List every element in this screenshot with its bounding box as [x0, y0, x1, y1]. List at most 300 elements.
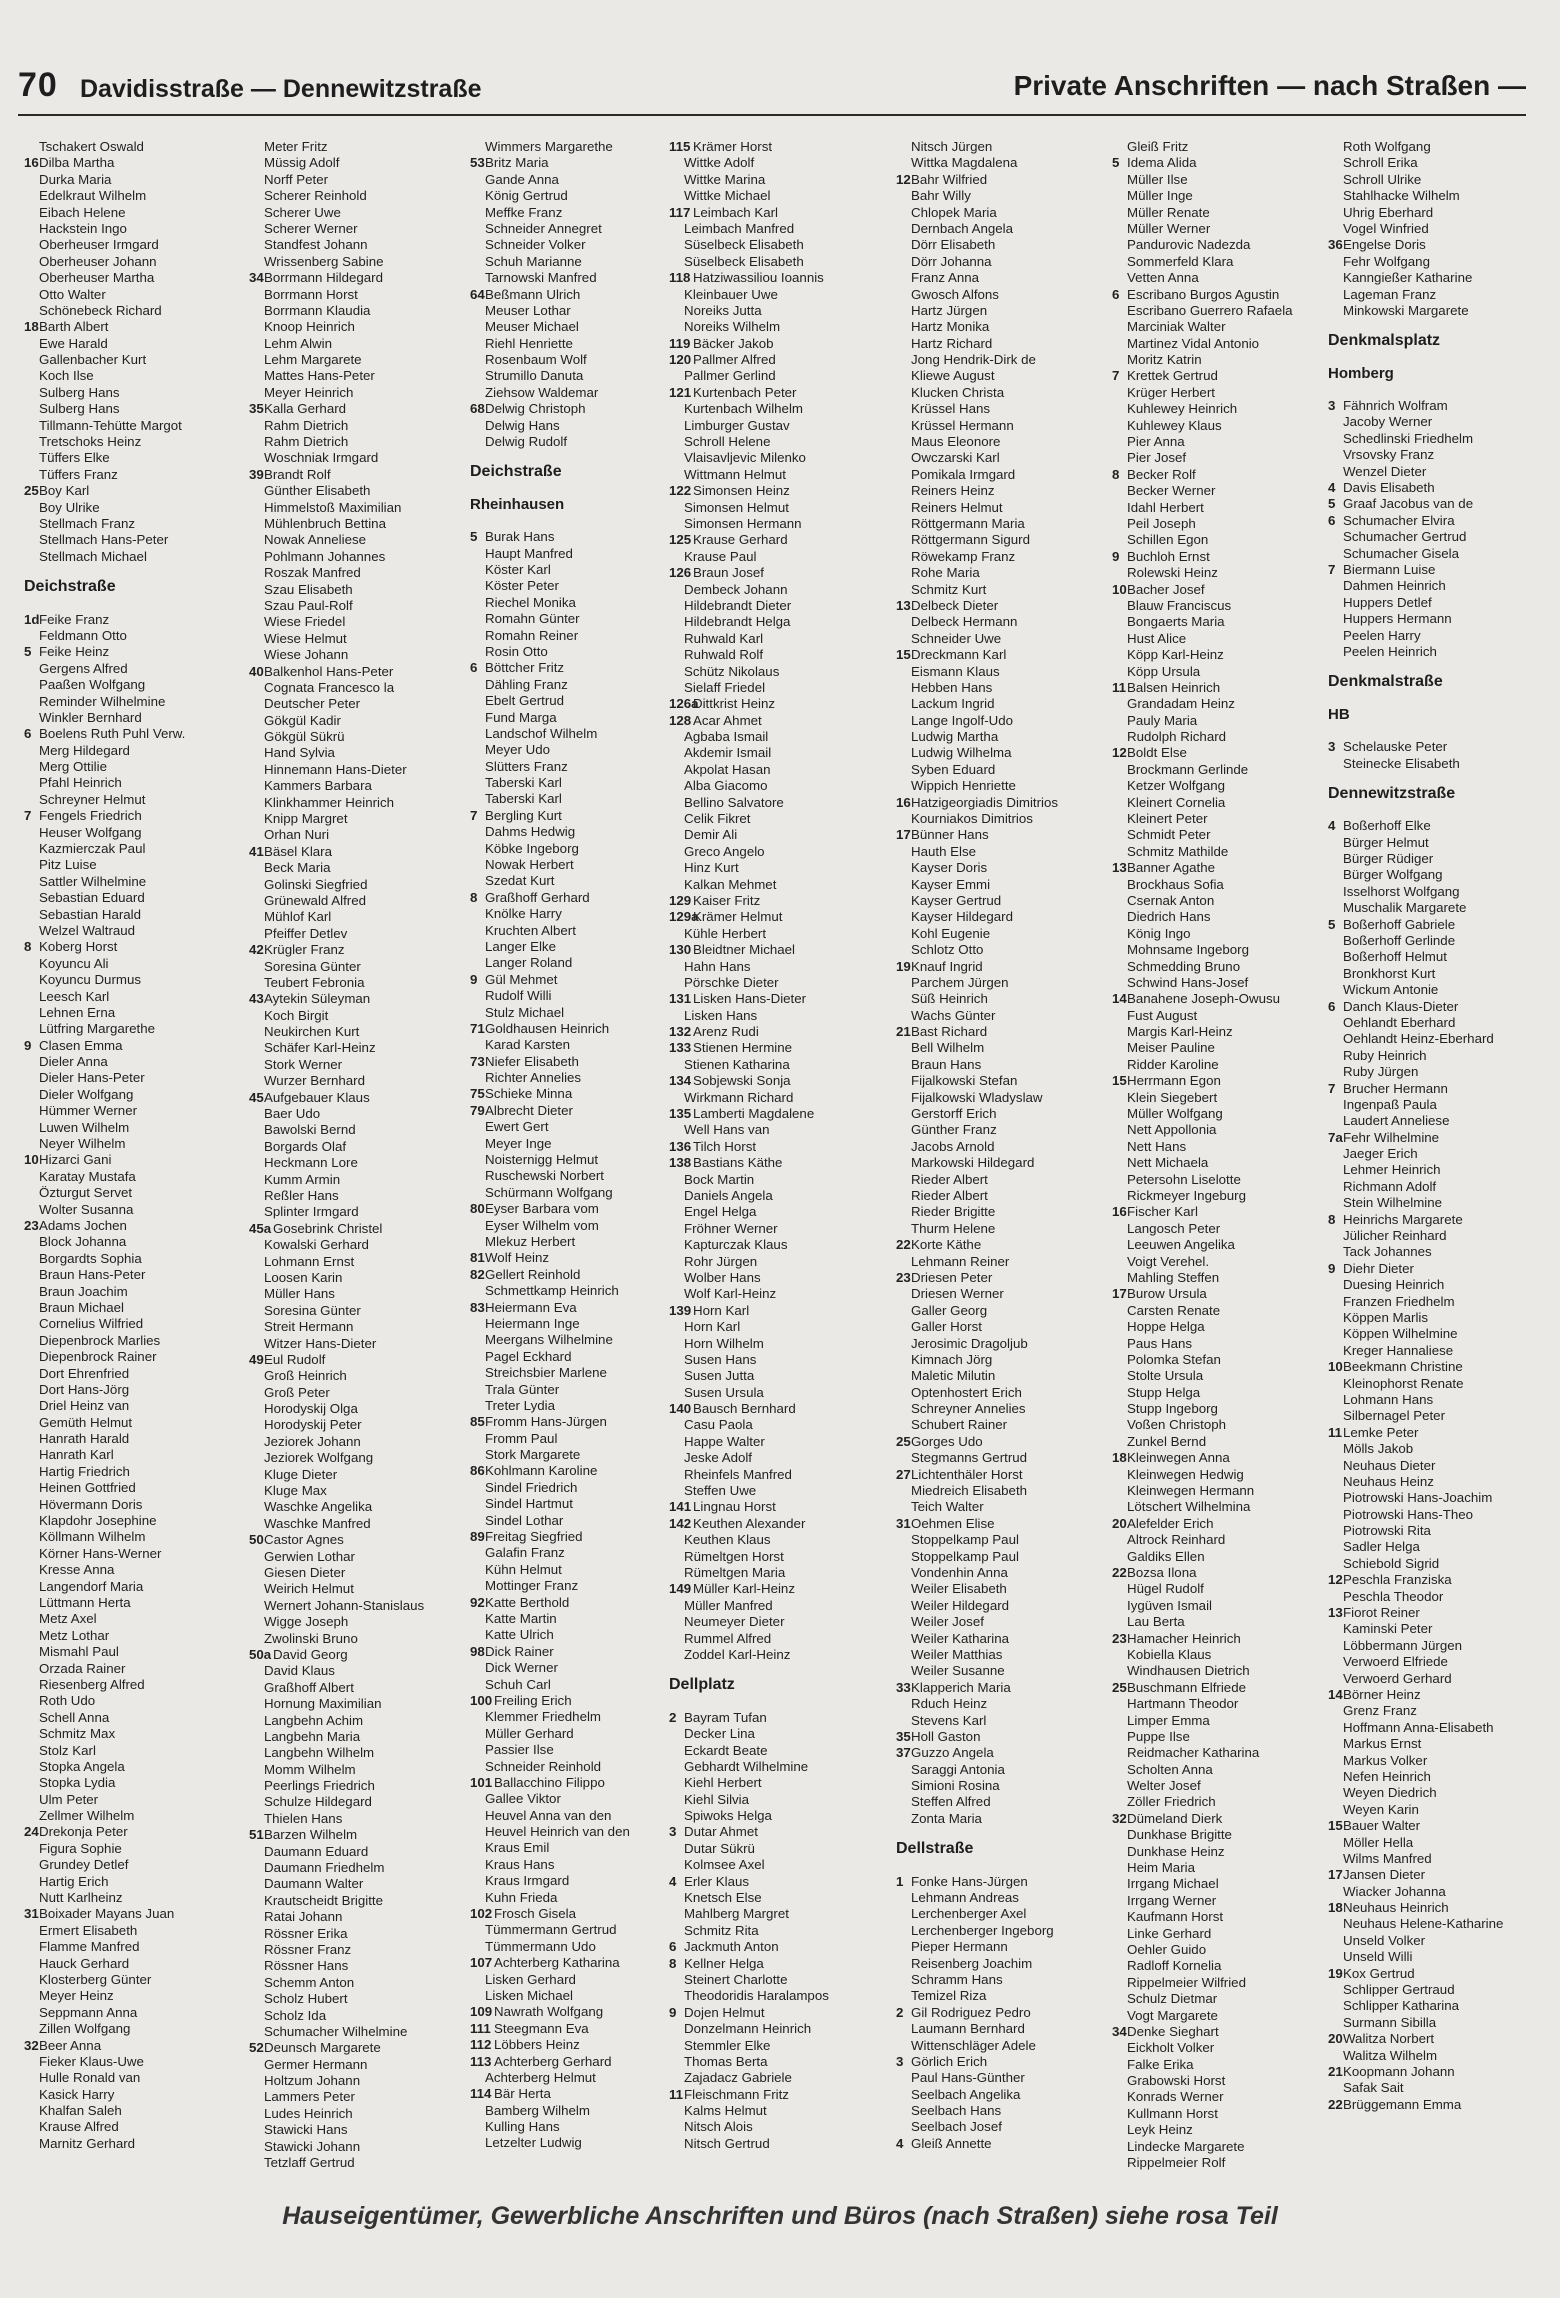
- directory-entry: [470, 611, 694, 627]
- resident-name: Moritz Katrin: [1127, 352, 1202, 368]
- resident-name: Bellino Salvatore: [684, 794, 784, 810]
- house-number: 31: [24, 1906, 39, 1922]
- directory-entry: [896, 1188, 1120, 1204]
- resident-name: Ruschewski Norbert: [485, 1168, 604, 1184]
- resident-name: Bahr Willy: [911, 188, 971, 204]
- directory-entry: [249, 1090, 473, 1106]
- resident-name: Tack Johannes: [1343, 1244, 1432, 1260]
- street-heading: Denkmalsplatz: [1328, 332, 1441, 350]
- resident-name: Köppen Marlis: [1343, 1310, 1428, 1325]
- resident-name: Bastians Käthe: [693, 1155, 783, 1171]
- directory-entry: [249, 680, 473, 696]
- resident-name: Leyk Heinz: [1127, 2122, 1193, 2138]
- directory-entry: [249, 516, 473, 532]
- directory-entry: [470, 1972, 694, 1988]
- resident-name: Bäcker Jakob: [693, 335, 774, 351]
- resident-name: Pieper Hermann: [911, 1939, 1008, 1955]
- directory-entry: [470, 2070, 694, 2086]
- directory-entry: [896, 1336, 1120, 1352]
- directory-entry: [470, 1693, 694, 1709]
- house-number: 13: [1328, 1605, 1343, 1621]
- resident-name: Köllmann Wilhelm: [39, 1529, 146, 1545]
- directory-entry: [669, 188, 893, 204]
- directory-entry: [896, 516, 1120, 532]
- resident-name: Neuhaus Heinrich: [1343, 1900, 1449, 1916]
- directory-entry: [669, 1857, 893, 1873]
- resident-name: Neyer Wilhelm: [39, 1136, 126, 1152]
- directory-entry: [669, 1385, 893, 1401]
- resident-name: Adams Jochen: [39, 1218, 127, 1233]
- resident-name: Gallenbacher Kurt: [39, 352, 147, 368]
- resident-name: Landschof Wilhelm: [485, 725, 598, 741]
- resident-name: Gil Rodriguez Pedro: [911, 2004, 1031, 2020]
- house-number: 133: [669, 1040, 692, 1056]
- house-number: 18: [1112, 1450, 1127, 1466]
- house-number: 5: [1112, 155, 1120, 171]
- directory-entry: [1328, 237, 1552, 253]
- resident-name: Gökgül Kadir: [264, 712, 341, 728]
- resident-name: Mottinger Franz: [485, 1578, 579, 1594]
- directory-entry: [896, 762, 1120, 778]
- directory-entry: [669, 2038, 893, 2054]
- house-number: 130: [669, 942, 692, 958]
- directory-entry: [669, 336, 893, 352]
- resident-name: Gorges Udo: [911, 1433, 983, 1449]
- directory-entry: [896, 745, 1120, 761]
- resident-name: Löbbermann Jürgen: [1343, 1637, 1463, 1653]
- directory-entry: [1112, 418, 1336, 434]
- directory-entry: [1112, 2057, 1336, 2073]
- directory-entry: [1112, 385, 1336, 401]
- directory-entry: [249, 221, 473, 237]
- directory-entry: [249, 500, 473, 516]
- resident-name: Pallmer Alfred: [693, 352, 776, 368]
- resident-name: Ballacchino Filippo: [494, 1774, 605, 1790]
- resident-name: Rickmeyer Ingeburg: [1127, 1188, 1246, 1203]
- house-number: 8: [1112, 466, 1120, 482]
- resident-name: Nowak Herbert: [485, 857, 574, 873]
- resident-name: Müller Manfred: [684, 1597, 773, 1613]
- directory-entry: [249, 1729, 473, 1745]
- resident-name: Acar Ahmet: [693, 712, 762, 728]
- resident-name: Kühn Helmut: [485, 1561, 562, 1577]
- directory-entry: [669, 368, 893, 384]
- resident-name: Bahr Wilfried: [911, 171, 988, 187]
- directory-entry: [470, 1644, 694, 1660]
- directory-entry: [24, 1841, 248, 1857]
- resident-name: Kullmann Horst: [1127, 2105, 1218, 2121]
- directory-entry: [249, 795, 473, 811]
- resident-name: Kraus Irmgard: [485, 1873, 570, 1889]
- resident-name: Freitag Siegfried: [485, 1529, 583, 1545]
- resident-name: Katte Martin: [485, 1610, 557, 1626]
- resident-name: Bozsa Ilona: [1127, 1564, 1197, 1580]
- directory-entry: [1328, 414, 1552, 430]
- directory-entry: [470, 270, 694, 286]
- resident-name: Waschke Manfred: [264, 1515, 371, 1531]
- directory-entry: [1112, 1303, 1336, 1319]
- resident-name: Hamacher Heinrich: [1127, 1630, 1241, 1646]
- directory-entry: [669, 1631, 893, 1647]
- directory-entry: [896, 1549, 1120, 1565]
- resident-name: Heuser Wolfgang: [39, 824, 142, 840]
- resident-name: Fonke Hans-Jürgen: [911, 1873, 1028, 1889]
- house-number: 11: [1328, 1424, 1343, 1440]
- directory-entry: [896, 2038, 1120, 2054]
- resident-name: Iygüven Ismail: [1127, 1597, 1212, 1613]
- directory-entry: [24, 907, 248, 923]
- resident-name: Ruby Jürgen: [1343, 1064, 1419, 1080]
- resident-name: Tüffers Franz: [39, 466, 118, 482]
- resident-name: Gande Anna: [485, 171, 559, 187]
- resident-name: Müller Ilse: [1127, 171, 1188, 187]
- directory-entry: [24, 450, 248, 466]
- directory-entry: [24, 500, 248, 516]
- resident-name: Becker Werner: [1127, 483, 1216, 499]
- directory-entry: [669, 1532, 893, 1548]
- directory-entry: [896, 1319, 1120, 1335]
- directory-entry: [1328, 2097, 1552, 2113]
- resident-name: Pfeiffer Detlev: [264, 925, 348, 941]
- resident-name: Leesch Karl: [39, 988, 110, 1004]
- resident-name: Kleinwegen Hermann: [1127, 1483, 1255, 1499]
- house-number: 86: [470, 1463, 485, 1479]
- directory-entry: [1112, 1090, 1336, 1106]
- resident-name: Walitza Norbert: [1343, 2031, 1435, 2047]
- directory-entry: [1112, 729, 1336, 745]
- resident-name: Braun Josef: [693, 565, 764, 581]
- house-number: 34: [249, 270, 264, 286]
- directory-entry: [669, 155, 893, 171]
- resident-name: Akdemir Ismail: [684, 745, 772, 761]
- directory-entry: [24, 1169, 248, 1185]
- resident-name: Schneider Annegret: [485, 220, 602, 236]
- resident-name: Boelens Ruth Puhl Verw.: [39, 726, 186, 742]
- street-heading: Denkmalstraße: [1328, 673, 1443, 691]
- resident-name: Rahm Dietrich: [264, 417, 349, 433]
- directory-entry: [249, 1827, 473, 1843]
- resident-name: Langbehn Wilhelm: [264, 1745, 375, 1761]
- resident-name: Chlopek Maria: [911, 204, 997, 220]
- resident-name: Galler Horst: [911, 1319, 982, 1335]
- directory-entry: [24, 1054, 248, 1070]
- resident-name: Rümeltgen Maria: [684, 1564, 786, 1580]
- house-number: 4: [1328, 480, 1336, 496]
- resident-name: Rheinfels Manfred: [684, 1466, 792, 1482]
- resident-name: Grabowski Horst: [1127, 2073, 1226, 2089]
- directory-entry: [669, 1122, 893, 1138]
- directory-entry: [249, 2008, 473, 2024]
- directory-entry: [896, 1631, 1120, 1647]
- directory-entry: [1328, 205, 1552, 221]
- resident-name: Germer Hermann: [264, 2056, 368, 2072]
- resident-name: Ewe Harald: [39, 335, 108, 351]
- resident-name: Bell Wilhelm: [911, 1040, 985, 1056]
- directory-entry: [1112, 926, 1336, 942]
- directory-entry: [1112, 368, 1336, 384]
- directory-entry: [896, 942, 1120, 958]
- resident-name: Dutar Ahmet: [684, 1824, 758, 1840]
- resident-name: Müller Karl-Heinz: [693, 1581, 795, 1597]
- directory-entry: [470, 303, 694, 319]
- resident-name: Oehmen Elise: [911, 1515, 995, 1531]
- resident-name: Delwig Christoph: [485, 401, 586, 417]
- directory-entry: [669, 664, 893, 680]
- resident-name: Rössner Franz: [264, 1941, 352, 1957]
- resident-name: Groß Heinrich: [264, 1368, 347, 1384]
- directory-entry: [249, 352, 473, 368]
- directory-entry: [249, 155, 473, 171]
- directory-entry: [249, 991, 473, 1007]
- directory-entry: [24, 188, 248, 204]
- directory-entry: [896, 1385, 1120, 1401]
- directory-entry: [896, 975, 1120, 991]
- resident-name: Hoppe Helga: [1127, 1319, 1205, 1335]
- resident-name: Karad Karsten: [485, 1037, 571, 1053]
- directory-entry: [1112, 254, 1336, 270]
- house-number: 122: [669, 483, 692, 499]
- house-number: 19: [1328, 1965, 1343, 1981]
- directory-entry: [24, 841, 248, 857]
- directory-entry: [24, 434, 248, 450]
- house-number: 7: [1112, 368, 1120, 384]
- resident-name: Mühlof Karl: [264, 909, 332, 925]
- resident-name: Ruhwald Karl: [684, 630, 764, 646]
- house-number: 41: [249, 843, 264, 859]
- directory-entry: [896, 2103, 1120, 2119]
- directory-entry: [896, 1729, 1120, 1745]
- directory-entry: [24, 1824, 248, 1840]
- directory-entry: [1112, 1352, 1336, 1368]
- directory-entry: [896, 713, 1120, 729]
- resident-name: Ingenpaß Paula: [1343, 1096, 1437, 1112]
- house-number: 79: [470, 1102, 485, 1118]
- resident-name: Hildebrandt Helga: [684, 614, 791, 630]
- resident-name: Peschla Franziska: [1343, 1572, 1452, 1588]
- resident-name: Lehm Margarete: [264, 352, 362, 368]
- resident-name: Nitsch Jürgen: [911, 139, 993, 154]
- resident-name: Guzzo Angela: [911, 1745, 994, 1761]
- directory-entry: [470, 172, 694, 188]
- resident-name: Oberheuser Martha: [39, 270, 155, 286]
- directory-entry: [669, 2054, 893, 2070]
- resident-name: Diepenbrock Marlies: [39, 1332, 161, 1348]
- directory-entry: [249, 467, 473, 483]
- resident-name: Neuhaus Helene-Katharine: [1343, 1916, 1504, 1932]
- resident-name: Horodyskij Peter: [264, 1417, 362, 1433]
- directory-entry: [24, 890, 248, 906]
- directory-entry: [249, 450, 473, 466]
- resident-name: Sommerfeld Klara: [1127, 253, 1234, 269]
- resident-name: Tümmermann Gertrud: [485, 1922, 617, 1938]
- resident-name: Susen Ursula: [684, 1384, 764, 1400]
- directory-entry: [24, 1513, 248, 1529]
- resident-name: König Gertrud: [485, 188, 568, 204]
- directory-entry: [669, 237, 893, 253]
- resident-name: Ewert Gert: [485, 1119, 549, 1135]
- directory-entry: [896, 565, 1120, 581]
- resident-name: Tümmermann Udo: [485, 1938, 596, 1954]
- directory-entry: [896, 1762, 1120, 1778]
- directory-entry: [470, 2119, 694, 2135]
- resident-name: Lau Berta: [1127, 1614, 1185, 1630]
- resident-name: Knipp Margret: [264, 811, 348, 827]
- resident-name: Krause Paul: [684, 548, 757, 564]
- resident-name: Pier Josef: [1127, 450, 1187, 466]
- directory-column: [1328, 139, 1552, 2113]
- directory-entry: [24, 368, 248, 384]
- house-number: 17: [1328, 1867, 1343, 1883]
- directory-entry: [669, 352, 893, 368]
- directory-entry: [669, 1188, 893, 1204]
- house-number: 32: [24, 2037, 39, 2053]
- directory-entry: [24, 972, 248, 988]
- resident-name: Paaßen Wolfgang: [39, 677, 146, 693]
- resident-name: Driel Heinz van: [39, 1398, 130, 1414]
- directory-entry: [669, 877, 893, 893]
- directory-entry: [669, 647, 893, 663]
- resident-name: Danch Klaus-Dieter: [1343, 998, 1459, 1014]
- directory-entry: [1328, 1310, 1552, 1326]
- resident-name: Demir Ali: [684, 827, 738, 843]
- resident-name: Daumann Walter: [264, 1876, 364, 1892]
- street-heading: Dennewitzstraße: [1328, 784, 1456, 802]
- resident-name: Marciniak Walter: [1127, 319, 1226, 335]
- directory-entry: [470, 287, 694, 303]
- directory-entry: [896, 1972, 1120, 1988]
- resident-name: Tretschoks Heinz: [39, 434, 142, 450]
- directory-entry: [669, 1155, 893, 1171]
- resident-name: Soresina Günter: [264, 1302, 361, 1318]
- directory-entry: [24, 467, 248, 483]
- directory-entry: [669, 1549, 893, 1565]
- directory-entry: [1328, 1326, 1552, 1342]
- directory-entry: [669, 1808, 893, 1824]
- directory-entry: [1112, 1237, 1336, 1253]
- resident-name: Seelbach Hans: [911, 2103, 1002, 2119]
- resident-name: Schmitz Rita: [684, 1922, 759, 1938]
- directory-entry: [669, 745, 893, 761]
- directory-entry: [1328, 611, 1552, 627]
- resident-name: Koopmann Johann: [1343, 2063, 1455, 2079]
- house-number: 11: [669, 2086, 684, 2102]
- house-number: 7: [1328, 1080, 1336, 1096]
- resident-name: Klosterberg Günter: [39, 1971, 152, 1987]
- resident-name: Schuh Carl: [485, 1676, 551, 1692]
- resident-name: Löbbers Heinz: [494, 2037, 580, 2053]
- resident-name: Hauth Else: [911, 843, 977, 859]
- directory-entry: [896, 1417, 1120, 1433]
- resident-name: Hornung Maximilian: [264, 1696, 382, 1712]
- directory-entry: [669, 1090, 893, 1106]
- resident-name: Kolmsee Axel: [684, 1857, 765, 1873]
- street-range-title: Davidisstraße — Dennewitzstraße: [80, 75, 482, 103]
- directory-entry: [24, 1398, 248, 1414]
- directory-entry: [470, 188, 694, 204]
- resident-name: Lemke Peter: [1343, 1424, 1419, 1440]
- directory-entry: [1112, 1713, 1336, 1729]
- directory-entry: [249, 549, 473, 565]
- directory-entry: [1328, 595, 1552, 611]
- resident-name: Boldt Else: [1127, 745, 1187, 761]
- resident-name: Romahn Günter: [485, 611, 580, 627]
- directory-entry: [249, 1713, 473, 1729]
- directory-entry: [470, 205, 694, 221]
- directory-entry: [249, 729, 473, 745]
- resident-name: Sattler Wilhelmine: [39, 873, 147, 889]
- directory-entry: [24, 483, 248, 499]
- directory-entry: [1112, 1876, 1336, 1892]
- directory-entry: [896, 1713, 1120, 1729]
- resident-name: Müller Inge: [1127, 188, 1193, 204]
- house-number: 10: [24, 1152, 39, 1168]
- resident-name: Bamberg Wilhelm: [485, 2102, 590, 2118]
- directory-entry: [1328, 1015, 1552, 1031]
- directory-entry: [1328, 1392, 1552, 1408]
- resident-name: Polomka Stefan: [1127, 1351, 1221, 1367]
- directory-entry: [1112, 352, 1336, 368]
- directory-entry: [669, 139, 893, 155]
- resident-name: Dernbach Angela: [911, 220, 1014, 236]
- house-number: 7a: [1328, 1129, 1343, 1145]
- resident-name: Borrmann Horst: [264, 286, 358, 302]
- directory-entry: [24, 221, 248, 237]
- resident-name: Bronkhorst Kurt: [1343, 965, 1436, 981]
- resident-name: Merg Ottilie: [39, 759, 107, 775]
- resident-name: Dahmen Heinrich: [1343, 578, 1446, 594]
- directory-entry: [249, 2040, 473, 2056]
- directory-entry: [1328, 480, 1552, 496]
- resident-name: Martinez Vidal Antonio: [1127, 335, 1260, 351]
- directory-entry: [24, 1447, 248, 1463]
- directory-entry: [669, 582, 893, 598]
- resident-name: Peelen Harry: [1343, 627, 1421, 643]
- resident-name: Krautscheidt Brigitte: [264, 1892, 383, 1908]
- resident-name: Tilch Horst: [693, 1138, 757, 1154]
- resident-name: Fehr Wilhelmine: [1343, 1129, 1440, 1145]
- directory-entry: [1112, 1778, 1336, 1794]
- resident-name: Edelkraut Wilhelm: [39, 188, 147, 204]
- resident-name: Balsen Heinrich: [1127, 679, 1221, 695]
- directory-entry: [470, 578, 694, 594]
- resident-name: Pomikala Irmgard: [911, 466, 1016, 482]
- resident-name: Stopka Lydia: [39, 1775, 116, 1791]
- directory-entry: [1112, 2024, 1336, 2040]
- directory-entry: [249, 1352, 473, 1368]
- resident-name: Gallee Viktor: [485, 1791, 561, 1807]
- resident-name: Giesen Dieter: [264, 1564, 346, 1580]
- resident-name: Feldmann Otto: [39, 627, 127, 643]
- directory-entry: [1112, 582, 1336, 598]
- resident-name: Neuhaus Dieter: [1343, 1457, 1436, 1473]
- resident-name: Dreckmann Karl: [911, 647, 1007, 663]
- directory-entry: [470, 1037, 694, 1053]
- resident-name: Vrsovsky Franz: [1343, 447, 1435, 463]
- directory-entry: [249, 1040, 473, 1056]
- directory-entry: [249, 254, 473, 270]
- resident-name: Krämer Horst: [693, 139, 773, 154]
- resident-name: Britz Maria: [485, 155, 549, 171]
- directory-entry: [1328, 2080, 1552, 2096]
- resident-name: Irrgang Michael: [1127, 1876, 1219, 1892]
- directory-entry: [249, 1696, 473, 1712]
- house-number: 138: [669, 1155, 692, 1171]
- directory-entry: [249, 1008, 473, 1024]
- house-number: 4: [896, 2135, 904, 2151]
- resident-name: Jülicher Reinhard: [1343, 1228, 1447, 1244]
- resident-name: Simonsen Hermann: [684, 515, 802, 531]
- directory-entry: [470, 1677, 694, 1693]
